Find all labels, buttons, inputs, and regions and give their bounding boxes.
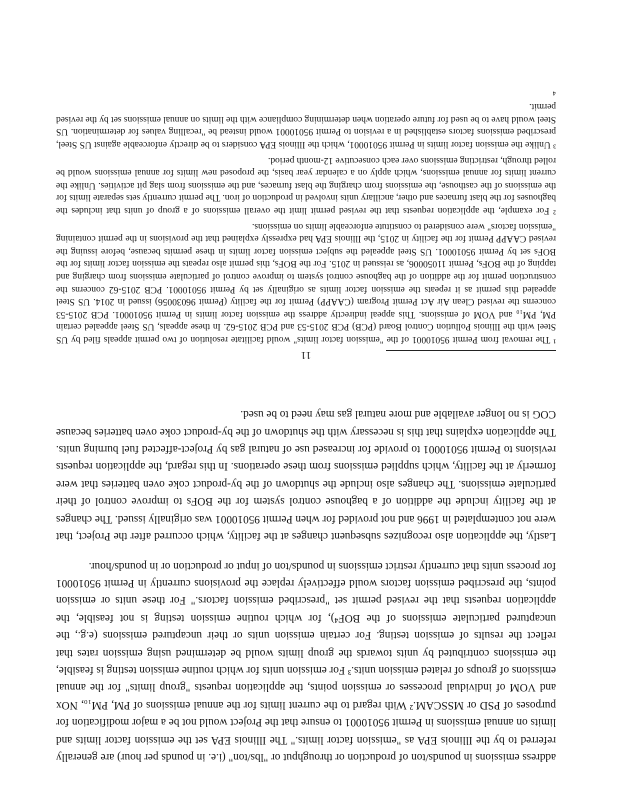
footnote-2: ² For example, the application requests that the revised permit limit the overall emissions of a group of units that includes the baghouses for the blast furnaces and other, ancillary units involved in production of iron. The permit currently sets separate limits for the emissions of the casthouse, the emissions from charging the blast furnaces, and the emissions from slag pit activities. Unlike the current limits for annual emissions, which apply on a calendar year basis, the proposed new limits for annual emissions would be rolled through, restricting emissions over each consecutive 12-month period. [56, 154, 556, 216]
paragraph-emission-limits: address emissions in pounds/ton of production or throughput or "lbs/ton" (i.e. in pounds per hour) are generally referred to by the Illinois EPA as "emission factor limits." The Illinois EPA set the emission factor limits and limits on annual emissions in Permit 95010001 to ensure that the Project would not be a major modification for purposes of PSD or MSSCAM.² With regard to the current limits for the annual emissions of PM, PM₁₀, NOx and VOM of individual processes or emission points, the application requests "group limits" for the annual emissions of groups of related emission units.³ For emission units for which routine emission testing is feasible, the emissions contributed by units towards the group limits would be determined using emission rates that reflect the results of emission testing. For certain emission units or their uncaptured emissions (e.g., the uncaptured particulate emissions of the BOF⁴), for which routine emission testing is not feasible, the application requests that the revised permit set "prescribed emission factors." For these units or emission points, the prescribed emission factors would effectively replace the provisions currently in Permit 95010001 for process units that currently restrict emissions in pounds/ton of input or production or in pounds/hour. [56, 559, 556, 763]
paragraph-facility-changes: Lastly, the application also recognizes subsequent changes at the facility, which occurred after the Project, that were not contemplated in 1996 and not provided for when Permit 95010001 was originally issued. The changes at the facility include the addition of a baghouse control system for the BOFs to improve control of their particulate emissions. The changes also include the shutdown of the by-product coke oven batteries that were formerly at the facility, which supplied emissions from these operations. In this regard, the application requests revisions to Permit 95010001 to provide for increased use of natural gas by Project-affected fuel burning units. The application explains that this is necessary with the shutdown of the by-product coke oven batteries because COG is no longer available and more natural gas may need to be used. [56, 408, 556, 543]
footnote-4: ⁴ [552, 85, 556, 96]
page-number: 11 [300, 349, 312, 361]
document-body [56, 85, 556, 765]
footnote-divider [386, 350, 556, 351]
footnote-3: ³ Unlike the emission factor limits in Permit 95010001, which the Illinois EPA considers to be directly enforceable against US Steel, prescribed emissions factors established in a revision to Permit 95010001 would instead be "recalling values for determination. US Steel would have to be used for future operation when determining compliance with the limits on annual emissions set by the revised permit. [56, 101, 556, 150]
footnotes [56, 81, 556, 345]
footnote-1: ¹ The removal from Permit 95010001 of the "emission factor limits" would facilitate resolution of two permit appeals filed by US Steel with the Illinois Pollution Control Board (PCB) PCB 2015-53 and PCB 2015-62. In these appeals, US Steel appealed certain PM, PM₁₀ and VOM of emissions. This appeal indirectly address the emission factor limits in Permit 95010001. PCB 2015-53 concerns the revised Clean Air Act Permit Program (CAAPP) Permit for the facility (Permit 96030056) issued in 2014. US Steel appealed this permit as it repeats the emission factor limits as originally set by Permit 95010001. PCB 2015-62 concerns the construction permit for the addition of the baghouse control system to improve control of particulate emissions from charging and tapping of the BOFs, Permit 11050006, as reissued in 2015. For the BOFs, this permit also repeats the emission factor limits for the BOFs set by Permit 95010001. US Steel appealed the subject emission factor limits in these permits because, before issuing the revised CAAPP Permit for the facility in 2015, the Illinois EPA had expressly explained that the provisions in the permit containing "emission factors" were considered to constitute enforceable limits on emissions. [56, 220, 556, 344]
